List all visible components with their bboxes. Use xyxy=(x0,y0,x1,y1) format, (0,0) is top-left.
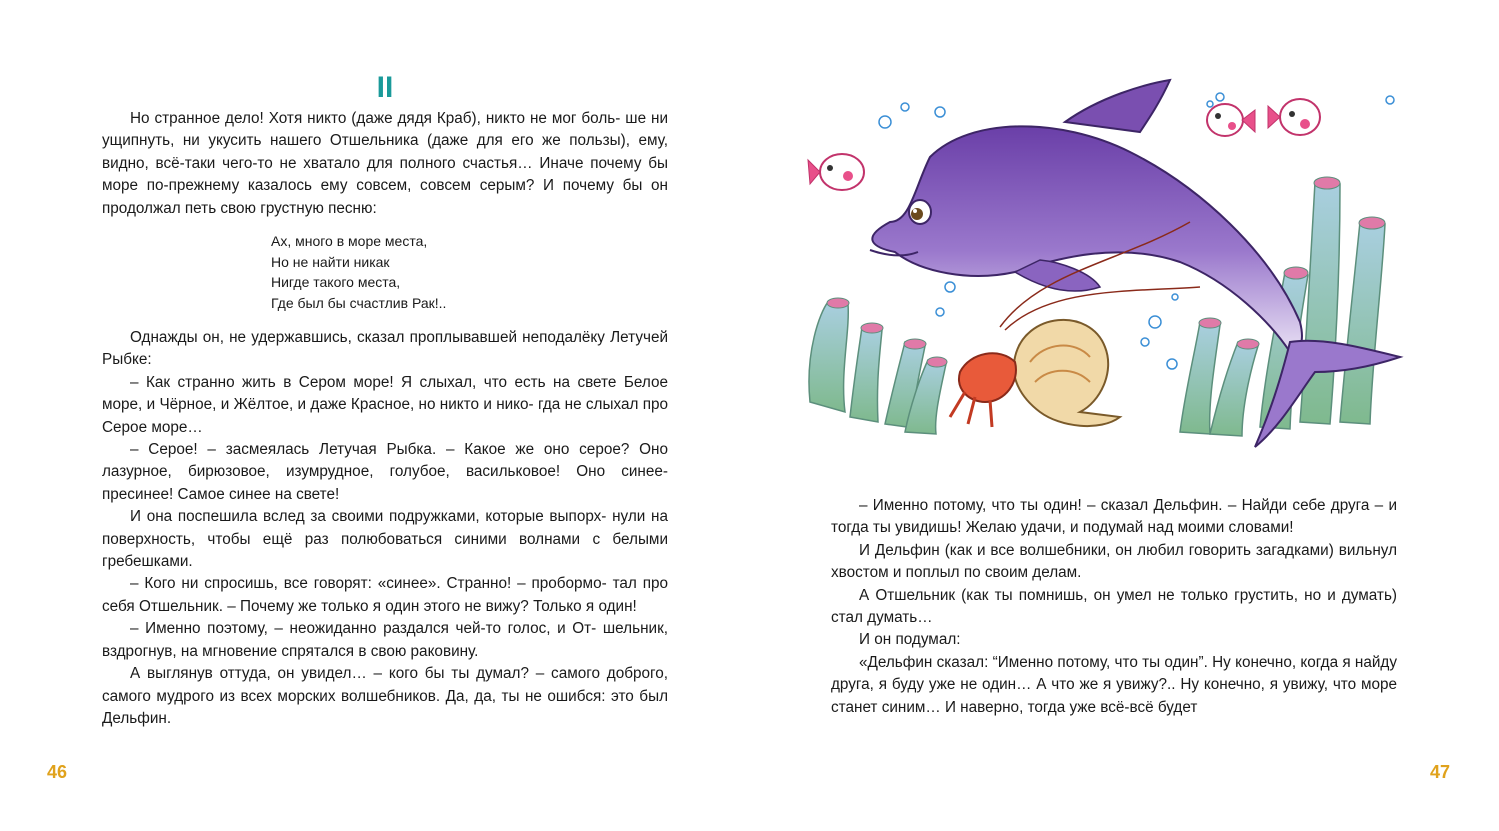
text-line: ше ни ущипнуть, ни укусить нашего Отшельника (даже для его же xyxy=(102,110,669,150)
text-line: – Как странно жить в Сером море! Я слыхал, что есть на свете xyxy=(130,373,617,391)
text-line: друга – и тогда ты увидишь! Желаю удачи, и подумай над моими xyxy=(831,497,1397,537)
text-line: я увижу, что море станет синим… И наверно, тогда уже всё-всё будет xyxy=(831,676,1398,716)
text-line: «Дельфин сказал: “Именно потому, что ты один”. Ну конечно, когда xyxy=(859,653,1339,671)
text-line: Только я один! xyxy=(533,597,637,615)
page-number-right: 47 xyxy=(1430,762,1451,782)
poem-line: Нигде такого места, xyxy=(271,274,401,291)
text-line: Летучей Рыбке: xyxy=(102,329,668,369)
sea-illustration xyxy=(800,72,1420,462)
text-line: с белыми гребешками. xyxy=(102,530,668,571)
paragraph xyxy=(831,629,1397,651)
text-line: пользы), ему, видно, всё-таки чего-то не хватало для полного счастья… xyxy=(102,132,669,172)
paragraph xyxy=(102,372,668,439)
text-line: шельник, вздрогнув, на мгновение спрятался в свою раковину. xyxy=(102,620,669,660)
left-page xyxy=(0,0,749,831)
paragraph xyxy=(102,663,668,730)
text-line: нули на поверхность, чтобы ещё раз полюбоваться синими волнами xyxy=(102,508,668,548)
text-line: – Серое! – засмеялась Летучая Рыбка. – Какое же оно серое? Оно xyxy=(130,441,668,459)
text-line: – Именно поэтому, – неожиданно раздался чей-то голос, и От- xyxy=(130,620,597,638)
text-line: тал про себя Отшельник. – Почему же только я один этого не вижу? xyxy=(102,575,668,615)
text-line: доброго, самого мудрого из всех морских волшебников. Да, да, ты xyxy=(102,665,668,705)
paragraph xyxy=(831,652,1397,719)
text-line: Иначе почему бы море по-прежнему казалось ему совсем, совсем xyxy=(102,154,669,195)
paragraph xyxy=(831,540,1397,585)
text-line: словами! xyxy=(1228,519,1294,537)
paragraph xyxy=(102,439,668,506)
text-line: серым? И почему бы он продолжал петь свою грустную песню: xyxy=(102,177,669,217)
text-line: И он подумал: xyxy=(859,631,961,649)
song-poem xyxy=(271,231,446,313)
text-line: вильнул хвостом и поплыл по своим делам. xyxy=(831,541,1398,582)
text-line: И она поспешила вслед за своими подружками, которые выпорх- xyxy=(130,508,607,526)
left-story-text xyxy=(102,327,668,730)
left-paragraph-intro xyxy=(102,108,668,220)
poem-line: Но не найти никак xyxy=(271,253,390,270)
text-line: лазурное, бирюзовое, изумрудное, голубое, васильковое! Оно синее- xyxy=(102,463,668,481)
paragraph xyxy=(831,585,1397,630)
page-number-left: 46 xyxy=(47,762,68,782)
text-line: Однажды он, не удержавшись, сказал проплывавшей неподалёку xyxy=(130,329,605,346)
poem-line: Ах, много в море места, xyxy=(271,233,428,249)
text-line: – Кого ни спросишь, все говорят: «синее». Странно! – пробормо- xyxy=(130,575,607,593)
text-line: не ошибся: это был Дельфин. xyxy=(102,687,668,727)
coral-left-illustration xyxy=(809,298,947,434)
text-line: А Отшельник (как ты помнишь, он умел не только грустить, xyxy=(859,586,1298,604)
text-line: Белое море, и Чёрное, и Жёлтое, и даже Красное, но никто и нико- xyxy=(102,373,669,414)
poem-line: Где был бы счастлив Рак!.. xyxy=(271,294,447,311)
paragraph xyxy=(102,506,668,573)
text-line: гда не слыхал про Серое море… xyxy=(102,396,669,436)
text-line: А выглянув оттуда, он увидел… – кого бы ты думал? – самого xyxy=(130,665,600,683)
chapter-heading: II xyxy=(376,71,394,104)
paragraph xyxy=(831,495,1397,540)
paragraph xyxy=(102,618,668,663)
text-line: – Именно потому, что ты один! – сказал Дельфин. – Найди себе xyxy=(859,497,1326,514)
paragraph xyxy=(102,573,668,618)
text-line: Но странное дело! Хотя никто (даже дядя Краб), никто не мог боль- xyxy=(130,110,621,127)
text-line: я найду друга, я буду уже не один… А что же я увижу?.. Ну конечно, xyxy=(831,653,1397,694)
right-story-text xyxy=(831,495,1397,719)
text-line: И Дельфин (как и все волшебники, он любил говорить загадками) xyxy=(859,541,1334,559)
text-line: но и думать) стал думать… xyxy=(831,586,1398,627)
paragraph xyxy=(102,327,668,372)
text-line: пресинее! Самое синее на свете! xyxy=(102,485,340,503)
